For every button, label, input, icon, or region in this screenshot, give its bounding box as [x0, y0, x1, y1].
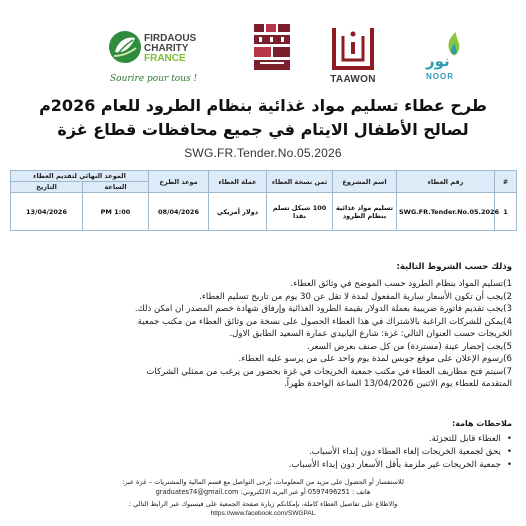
col-header-currency: عملة العطاء	[209, 171, 267, 193]
condition-item: 6)رسوم الإعلان على موقع جوبس لمدة يوم واحد على من يرسو عليه العطاء.	[238, 354, 512, 364]
cell-posting-date: 08/04/2026	[149, 193, 209, 231]
condition-item: 5)يجب إحضار عينة (مستردة) من كل صنف بعرض السعر.	[306, 341, 512, 352]
tender-title-line-2: لصالح الأطفال الايتام في جميع محافظات قطاع غزة	[57, 120, 469, 139]
notes-heading: ملاحظات هامة:	[452, 419, 512, 428]
facebook-intro: والاطلاع على تفاصيل العطاء كاملة، بإمكانكم زيارة صفحة الجمعية على فيسبوك عبر الرابط التالي :	[128, 500, 398, 508]
taawon-logo	[326, 24, 380, 84]
firdaous-slogan: Sourire pour tous !	[110, 74, 198, 84]
graduates-association-logo	[250, 22, 294, 78]
firdaous-charity-logo	[108, 30, 228, 90]
note-item: • يحق لجمعية الخريجات إلغاء العطاء دون إبداء الأسباب.	[32, 446, 512, 459]
cell-price: 100 شيكل تسلم نقدا	[267, 193, 333, 231]
noor-arabic-text: نور	[426, 52, 450, 70]
conditions-list	[12, 278, 512, 391]
taawon-wordmark: TAAWON	[330, 74, 376, 85]
col-header-project: اسم المشروع	[333, 171, 397, 193]
notes-list	[32, 433, 512, 472]
col-header-posting-date: موعد الطرح	[149, 171, 209, 193]
condition-item: 4)يمكن للشركات الراغبة بالاشتراك في هذا العطاء الحصول على نسخة من وثائق العطاء من مكتب جمعية	[137, 316, 512, 327]
condition-item: 1)تسليم المواد بنظام الطرود حسب الموضح في وثائق العطاء.	[290, 279, 512, 289]
col-header-time: الساعة	[83, 182, 149, 193]
noor-logo	[412, 28, 468, 80]
facebook-link[interactable]: https://www.facebook.com/SWGPAL	[210, 510, 316, 517]
condition-item: 2)يجب أن تكون الأسعار سارية المفعول لمدة لا تقل عن 30 يوم من تاريخ تسليم العطاء.	[199, 291, 512, 302]
table-row	[11, 193, 517, 231]
col-header-date: التاريخ	[11, 182, 83, 193]
contact-phone-email: هاتف : 0597496251 أو عبر البريد الالكتروني: graduates74@gmail.com	[155, 488, 371, 496]
note-item: • جمعية الخريجات غير ملزمة بأقل الأسعار دون إبداء الأسباب.	[32, 459, 512, 472]
condition-item: المتقدمة للعطاء يوم الاثنين 13/04/2026 الساعة الواحدة ظهراً.	[283, 379, 512, 389]
col-header-tender-no: رقم العطاء	[397, 171, 495, 193]
col-header-deadline-group: الموعد النهائي لتقديم العطاء	[11, 171, 149, 182]
col-header-price: ثمن نسخة العطاء	[267, 171, 333, 193]
table-header-row	[11, 171, 517, 182]
cell-project: تسليم مواد غذائية بنظام الطرود	[333, 193, 397, 231]
col-header-num: #	[495, 171, 517, 193]
firdaous-leaf-icon	[108, 30, 142, 64]
cell-currency: دولار أمريكي	[209, 193, 267, 231]
condition-item: 7)سيتم فتح مظاريف العطاء في مكتب جمعية الخريجات في غزة بحضور من يرغب من ممثلي الشركات	[146, 366, 512, 377]
tender-reference: SWG.FR.Tender.No.05.2026	[184, 146, 342, 160]
cell-tender-no: SWG.FR.Tender.No.05.2026	[397, 193, 495, 231]
contact-intro: للاستفسار أو الحصول على مزيد من المعلومات، يُرجى التواصل مع قسم المالية والمشتريات – غزة عبر:	[122, 478, 404, 486]
cell-num: 1	[495, 193, 517, 231]
condition-item: 3)يجب تقديم فاتورة ضريبية بعملة الدولار بقيمة الطرود الغذائية وإرفاق شهادة خصم المصدر ان امكن ذلك.	[134, 304, 512, 314]
tender-table	[10, 170, 517, 231]
conditions-heading: وذلك حسب الشروط التالية:	[396, 262, 512, 272]
condition-item: الخريجات حسب العنوان التالي: غزة: شارع اليابيدي عمارة السعيد الطابق الاول.	[229, 329, 512, 339]
noor-latin-text: NOOR	[426, 72, 454, 81]
logo-strip	[0, 22, 526, 90]
firdaous-wordmark: FIRDAOUS CHARITY FRANCE	[144, 33, 197, 64]
cell-date: 13/04/2026	[11, 193, 83, 231]
tender-title-line-1: طرح عطاء تسليم مواد غذائية بنظام الطرود للعام 2026م	[39, 96, 487, 115]
cell-time: PM 1:00	[83, 193, 149, 231]
note-item: • العطاء قابل للتجزئة.	[32, 433, 512, 446]
taawon-emblem-icon	[326, 24, 380, 74]
